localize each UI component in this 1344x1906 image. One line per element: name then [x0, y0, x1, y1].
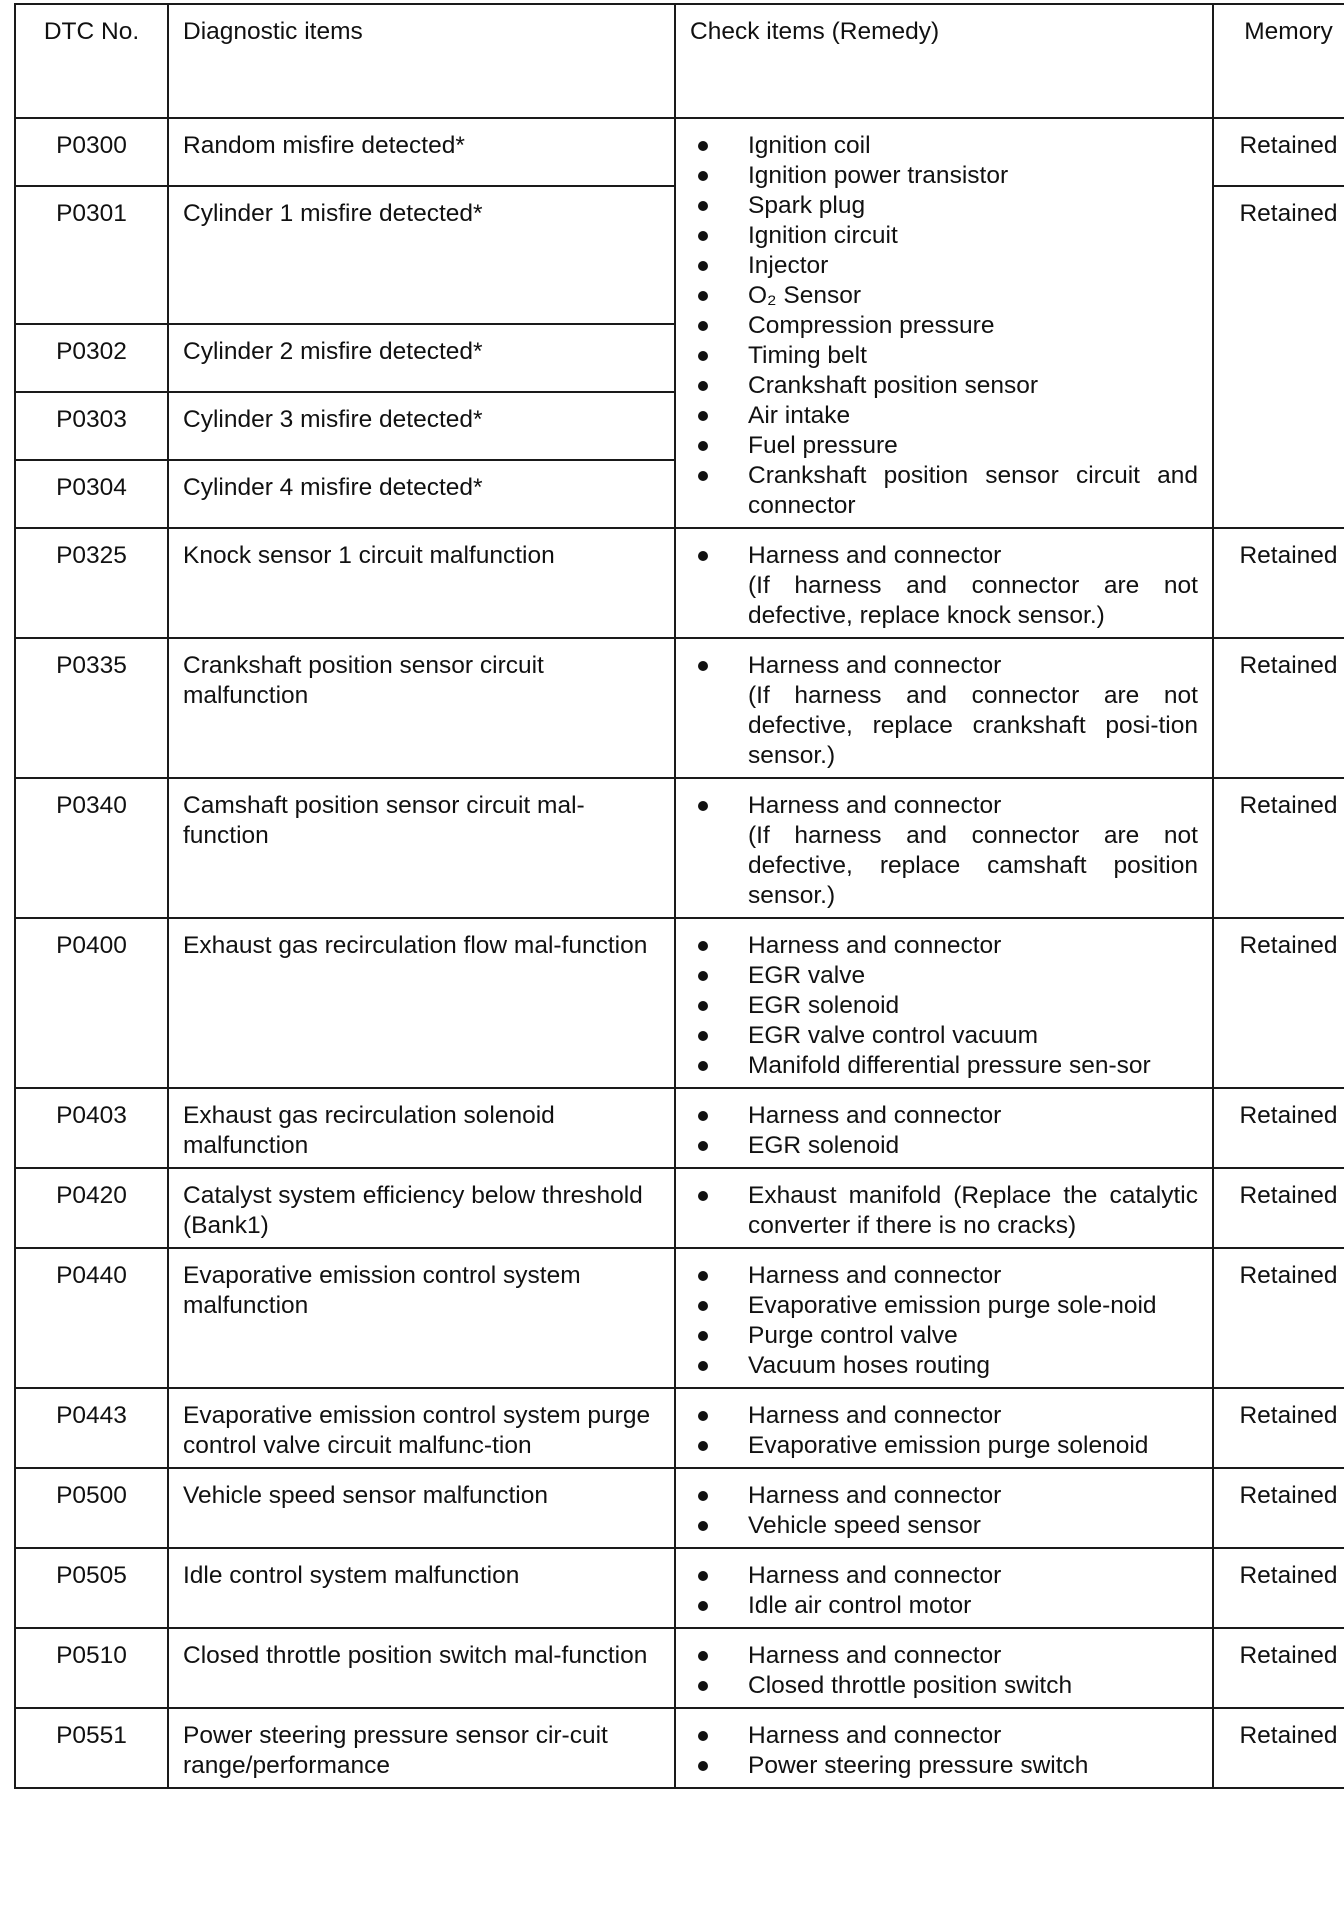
check-items-cell — [675, 778, 1213, 918]
check-items-cell — [675, 1548, 1213, 1628]
table-body — [15, 118, 1344, 1788]
dtc-code: P0400 — [15, 918, 168, 1088]
check-item: Ignition power transistor — [690, 161, 1198, 191]
table-row — [15, 528, 1344, 638]
check-note: (If harness and connector are not defective, replace camshaft position sensor.) — [748, 822, 1198, 909]
diagnostic-item: Knock sensor 1 circuit malfunction — [168, 528, 675, 638]
memory-value: Retained — [1213, 1548, 1344, 1628]
header-diagnostic-items: Diagnostic items — [168, 4, 675, 118]
memory-value: Retained — [1213, 1708, 1344, 1788]
diagnostic-item: Vehicle speed sensor malfunction — [168, 1468, 675, 1548]
dtc-code: P0420 — [15, 1168, 168, 1248]
check-list — [690, 651, 1198, 681]
check-list — [690, 1481, 1198, 1541]
check-item: Spark plug — [690, 191, 1198, 221]
check-item: EGR valve control vacuum — [690, 1021, 1198, 1051]
table-row — [15, 1168, 1344, 1248]
dtc-table — [14, 3, 1344, 1789]
dtc-code: P0303 — [15, 392, 168, 460]
check-item: Crankshaft position sensor — [690, 371, 1198, 401]
dtc-code: P0500 — [15, 1468, 168, 1548]
check-item: Idle air control motor — [690, 1591, 1198, 1621]
dtc-code: P0510 — [15, 1628, 168, 1708]
dtc-code: P0325 — [15, 528, 168, 638]
dtc-code: P0302 — [15, 324, 168, 392]
check-list — [690, 1641, 1198, 1701]
dtc-code: P0340 — [15, 778, 168, 918]
diagnostic-item: Cylinder 4 misfire detected* — [168, 460, 675, 528]
dtc-code: P0551 — [15, 1708, 168, 1788]
check-item: Harness and connector — [690, 791, 1198, 821]
memory-value: Retained — [1213, 1248, 1344, 1388]
diagnostic-item: Closed throttle position switch mal-function — [168, 1628, 675, 1708]
check-list — [690, 1561, 1198, 1621]
check-item: Evaporative emission purge solenoid — [690, 1431, 1198, 1461]
check-item: Harness and connector — [690, 1561, 1198, 1591]
table-row — [15, 1468, 1344, 1548]
dtc-code: P0443 — [15, 1388, 168, 1468]
check-item: Harness and connector — [690, 651, 1198, 681]
check-item: Purge control valve — [690, 1321, 1198, 1351]
check-item: Closed throttle position switch — [690, 1671, 1198, 1701]
memory-value: Retained — [1213, 1628, 1344, 1708]
header-memory: Memory — [1213, 4, 1344, 118]
check-item: Vacuum hoses routing — [690, 1351, 1198, 1381]
table-row — [15, 1548, 1344, 1628]
memory-value: Retained — [1213, 1388, 1344, 1468]
diagnostic-item: Exhaust gas recirculation flow mal-function — [168, 918, 675, 1088]
header-dtc: DTC No. — [15, 4, 168, 118]
check-item: Harness and connector — [690, 1641, 1198, 1671]
check-items-cell — [675, 918, 1213, 1088]
diagnostic-item: Camshaft position sensor circuit mal-function — [168, 778, 675, 918]
table-row — [15, 118, 1344, 186]
dtc-code: P0335 — [15, 638, 168, 778]
check-item: Timing belt — [690, 341, 1198, 371]
check-items-cell — [675, 1468, 1213, 1548]
diagnostic-item: Idle control system malfunction — [168, 1548, 675, 1628]
dtc-code: P0440 — [15, 1248, 168, 1388]
check-item: Ignition circuit — [690, 221, 1198, 251]
table-header-row — [15, 4, 1344, 118]
check-item: Power steering pressure switch — [690, 1751, 1198, 1781]
memory-value: Retained — [1213, 1468, 1344, 1548]
check-item: Harness and connector — [690, 931, 1198, 961]
check-item: Air intake — [690, 401, 1198, 431]
diagnostic-item: Power steering pressure sensor cir-cuit range/performance — [168, 1708, 675, 1788]
diagnostic-item: Crankshaft position sensor circuit malfunction — [168, 638, 675, 778]
check-item: EGR solenoid — [690, 991, 1198, 1021]
check-list — [690, 931, 1198, 1081]
check-items-cell — [675, 1168, 1213, 1248]
check-list — [690, 791, 1198, 821]
table-row — [15, 1388, 1344, 1468]
check-items-cell — [675, 528, 1213, 638]
memory-value: Retained — [1213, 778, 1344, 918]
check-item: Exhaust manifold (Replace the catalytic converter if there is no cracks) — [690, 1181, 1198, 1241]
check-item: Ignition coil — [690, 131, 1198, 161]
check-item: EGR solenoid — [690, 1131, 1198, 1161]
check-item: Injector — [690, 251, 1198, 281]
check-list — [690, 131, 1198, 521]
dtc-code: P0304 — [15, 460, 168, 528]
check-note: (If harness and connector are not defective, replace knock sensor.) — [748, 572, 1198, 629]
memory-value: Retained — [1213, 638, 1344, 778]
check-items-cell — [675, 1388, 1213, 1468]
check-list — [690, 541, 1198, 571]
check-item: Harness and connector — [690, 1481, 1198, 1511]
check-item: Harness and connector — [690, 1261, 1198, 1291]
table-row — [15, 1708, 1344, 1788]
memory-value: Retained — [1213, 1168, 1344, 1248]
check-note: (If harness and connector are not defective, replace crankshaft posi-tion sensor.) — [748, 682, 1198, 769]
check-items-cell — [675, 118, 1213, 528]
check-item: EGR valve — [690, 961, 1198, 991]
diagnostic-item: Catalyst system efficiency below threshold (Bank1) — [168, 1168, 675, 1248]
table-row — [15, 918, 1344, 1088]
check-items-cell — [675, 1248, 1213, 1388]
diagnostic-item: Exhaust gas recirculation solenoid malfunction — [168, 1088, 675, 1168]
table-row — [15, 778, 1344, 918]
memory-value: Retained — [1213, 118, 1344, 186]
check-item: O₂ Sensor — [690, 281, 1198, 311]
diagnostic-item: Cylinder 2 misfire detected* — [168, 324, 675, 392]
check-item: Harness and connector — [690, 1721, 1198, 1751]
dtc-code: P0300 — [15, 118, 168, 186]
memory-value: Retained — [1213, 918, 1344, 1088]
dtc-code: P0301 — [15, 186, 168, 324]
table-row — [15, 638, 1344, 778]
dtc-code: P0505 — [15, 1548, 168, 1628]
diagnostic-item: Cylinder 3 misfire detected* — [168, 392, 675, 460]
check-item: Harness and connector — [690, 541, 1198, 571]
memory-value: Retained — [1213, 528, 1344, 638]
check-list — [690, 1181, 1198, 1241]
diagnostic-item: Evaporative emission control system malfunction — [168, 1248, 675, 1388]
check-items-cell — [675, 1708, 1213, 1788]
check-item: Manifold differential pressure sen-sor — [690, 1051, 1198, 1081]
check-item: Vehicle speed sensor — [690, 1511, 1198, 1541]
diagnostic-item: Random misfire detected* — [168, 118, 675, 186]
check-items-cell — [675, 1628, 1213, 1708]
table-row — [15, 1088, 1344, 1168]
table-row — [15, 1248, 1344, 1388]
check-list — [690, 1101, 1198, 1161]
check-item: Fuel pressure — [690, 431, 1198, 461]
check-list — [690, 1261, 1198, 1381]
check-list — [690, 1401, 1198, 1461]
table-row — [15, 1628, 1344, 1708]
check-item: Harness and connector — [690, 1401, 1198, 1431]
diagnostic-item: Evaporative emission control system purge control valve circuit malfunc-tion — [168, 1388, 675, 1468]
check-item: Crankshaft position sensor circuit and connector — [690, 461, 1198, 521]
check-item: Harness and connector — [690, 1101, 1198, 1131]
check-item: Compression pressure — [690, 311, 1198, 341]
memory-value: Retained — [1213, 186, 1344, 528]
check-item: Evaporative emission purge sole-noid — [690, 1291, 1198, 1321]
check-items-cell — [675, 1088, 1213, 1168]
check-list — [690, 1721, 1198, 1781]
memory-value: Retained — [1213, 1088, 1344, 1168]
check-items-cell — [675, 638, 1213, 778]
header-check-items: Check items (Remedy) — [675, 4, 1213, 118]
dtc-code: P0403 — [15, 1088, 168, 1168]
diagnostic-item: Cylinder 1 misfire detected* — [168, 186, 675, 324]
